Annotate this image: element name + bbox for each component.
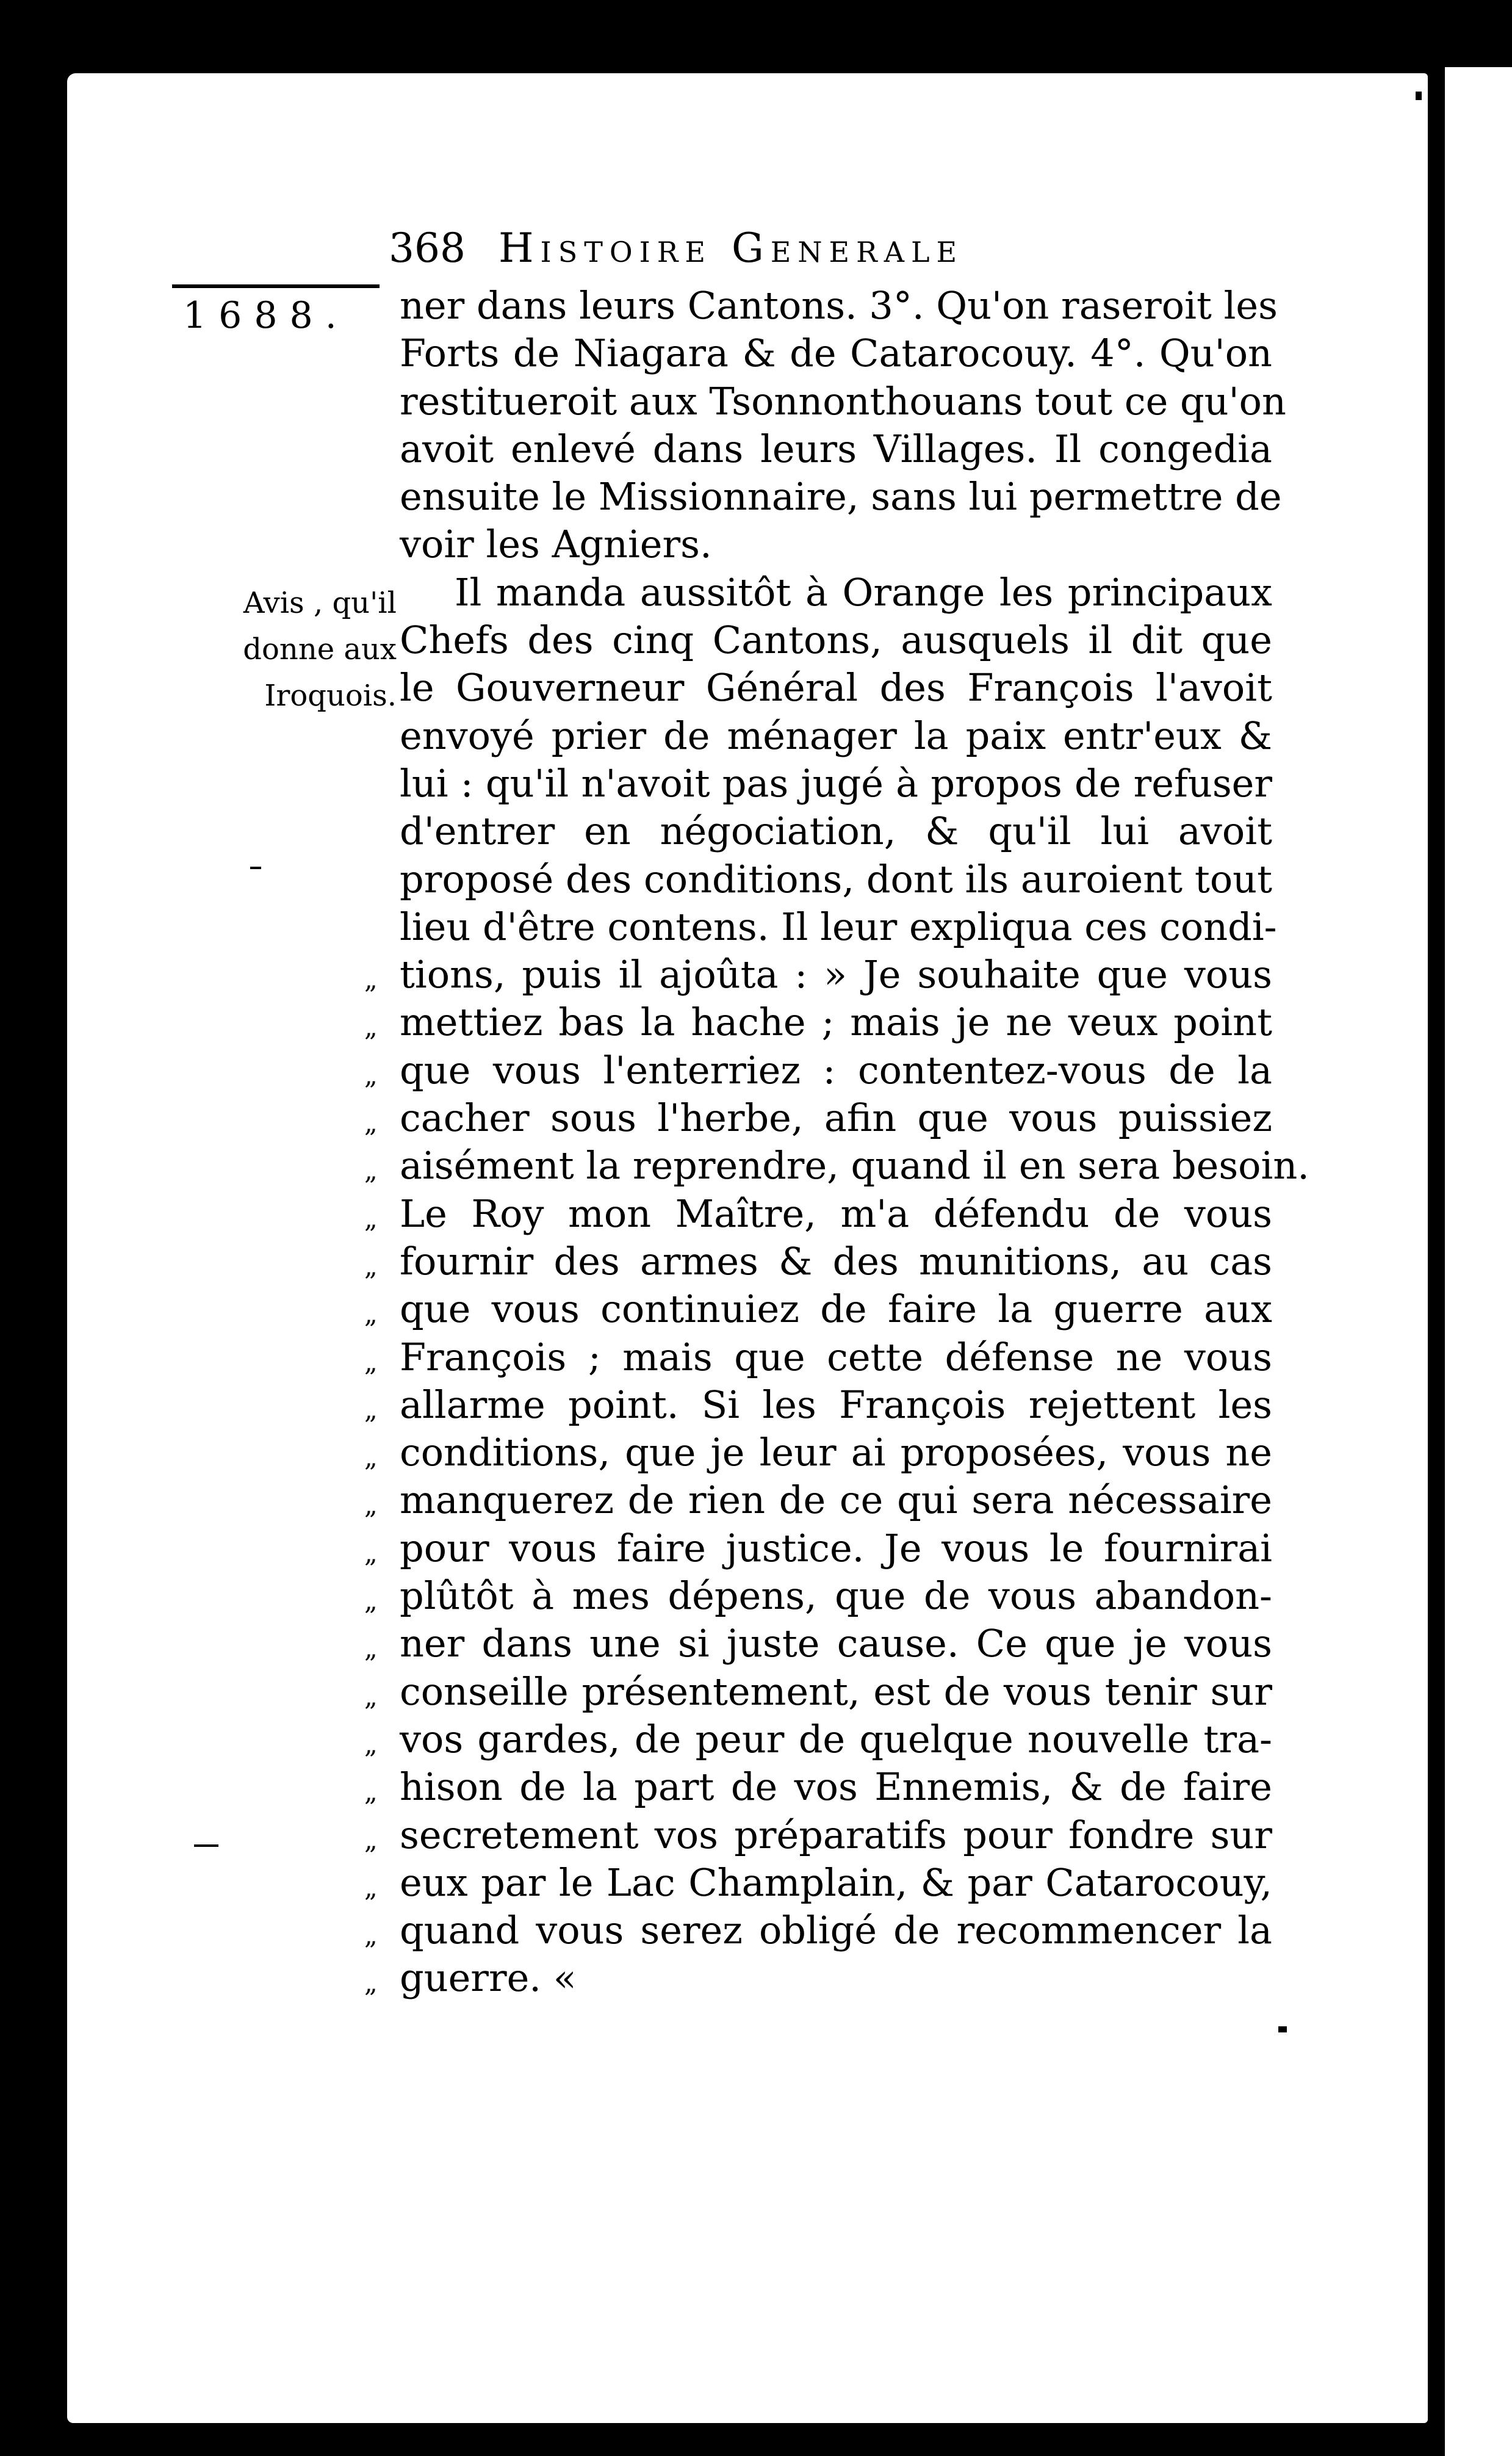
text-line — [364, 1907, 1272, 1954]
text-line — [364, 1190, 1272, 1238]
page-number: 368 — [389, 225, 466, 272]
margin-note-line: donne aux — [243, 632, 397, 666]
line-text: ensuite le Missionnaire, sans lui permettre de — [400, 474, 1282, 519]
text-line — [400, 856, 1272, 903]
line-text: avoit enlevé dans leurs Villages. Il congedia — [400, 426, 1272, 471]
quotation-mark: „ — [364, 1777, 378, 1807]
text-line — [364, 1047, 1272, 1094]
line-text: aisément la reprendre, quand il en sera besoin. — [400, 1143, 1309, 1188]
body-text — [364, 282, 1309, 2003]
text-line — [364, 1811, 1272, 1859]
quotation-mark: „ — [364, 1537, 378, 1568]
line-text: Il manda aussitôt à Orange les principaux — [455, 569, 1272, 615]
text-line — [364, 1094, 1272, 1142]
facing-page-edge — [1445, 67, 1512, 2456]
line-text: cacher sous l'herbe, afin que vous puissiez — [400, 1096, 1272, 1141]
quotation-mark: „ — [364, 1681, 378, 1711]
line-text: vos gardes, de peur de quelque nouvelle tra- — [400, 1716, 1272, 1761]
text-line — [364, 1763, 1272, 1811]
print-speck — [194, 1844, 218, 1847]
text-line — [400, 330, 1272, 377]
quotation-mark: „ — [364, 1108, 378, 1138]
text-line — [400, 378, 1286, 425]
line-text: conseille présentement, est de vous tenir sur — [400, 1669, 1272, 1714]
line-text: lui : qu'il n'avoit pas jugé à propos de refuser — [400, 760, 1272, 806]
text-line — [400, 282, 1278, 330]
line-text: que vous l'enterriez : contentez-vous de la — [400, 1047, 1272, 1093]
text-line — [364, 1668, 1272, 1716]
line-text: allarme point. Si les François rejettent les — [400, 1382, 1272, 1427]
quotation-mark: „ — [364, 1586, 378, 1616]
quotation-mark: „ — [364, 1824, 378, 1855]
text-line — [364, 1620, 1272, 1667]
text-line — [364, 1285, 1272, 1333]
text-line — [364, 1429, 1272, 1476]
line-text: voir les Agniers. — [400, 522, 712, 567]
line-text: le Gouverneur Général des François l'avoit — [400, 665, 1272, 710]
text-line — [364, 1142, 1309, 1190]
quotation-mark: „ — [364, 1872, 378, 1902]
quotation-mark: „ — [364, 1728, 378, 1759]
text-line — [364, 1238, 1272, 1285]
text-line — [400, 903, 1277, 951]
print-speck — [1416, 92, 1422, 100]
line-text: secretement vos préparatifs pour fondre sur — [400, 1812, 1272, 1857]
text-line — [364, 951, 1272, 999]
text-line — [400, 712, 1272, 760]
line-text: lieu d'être contens. Il leur expliqua ces condi- — [400, 904, 1277, 949]
text-line — [400, 807, 1272, 855]
line-text: manquerez de rien de ce qui sera nécessaire — [400, 1478, 1272, 1523]
print-speck — [1278, 2026, 1287, 2032]
quotation-mark: „ — [364, 1442, 378, 1473]
text-line — [364, 1334, 1272, 1381]
quotation-mark: „ — [364, 1251, 378, 1281]
text-line — [400, 473, 1282, 521]
text-line — [364, 1954, 1272, 2002]
line-text: Forts de Niagara & de Catarocouy. 4°. Qu'on — [400, 331, 1272, 376]
text-line — [400, 616, 1272, 664]
line-text: conditions, que je leur ai proposées, vous ne — [400, 1430, 1272, 1475]
quotation-mark: „ — [364, 1203, 378, 1233]
margin-note-line: Avis , qu'il — [243, 586, 397, 620]
header-rule — [172, 284, 380, 288]
text-line — [364, 1476, 1272, 1524]
text-line — [400, 521, 1272, 568]
quotation-mark: „ — [364, 964, 378, 995]
text-line — [364, 1859, 1272, 1907]
text-line — [364, 999, 1272, 1046]
line-text: eux par le Lac Champlain, & par Catarocouy, — [400, 1860, 1272, 1905]
margin-note-line: Iroquois. — [264, 679, 397, 713]
line-text: hison de la part de vos Ennemis, & de faire — [400, 1764, 1272, 1810]
line-text: François ; mais que cette défense ne vous — [400, 1334, 1272, 1379]
quotation-mark: „ — [364, 1346, 378, 1377]
print-speck — [250, 867, 261, 869]
quotation-mark: „ — [364, 1299, 378, 1329]
text-line — [400, 425, 1272, 473]
quotation-mark: „ — [364, 1490, 378, 1520]
quotation-mark: „ — [364, 1155, 378, 1186]
text-line — [400, 760, 1272, 807]
line-text: restitueroit aux Tsonnonthouans tout ce qu'on — [400, 378, 1286, 424]
line-text: pour vous faire justice. Je vous le fournirai — [400, 1525, 1272, 1570]
line-text: ner dans une si juste cause. Ce que je vous — [400, 1621, 1272, 1666]
running-head — [389, 225, 963, 280]
text-line — [400, 569, 1272, 616]
line-text: tions, puis il ajoûta : » Je souhaite que vous — [400, 952, 1272, 997]
line-text: envoyé prier de ménager la paix entr'eux & — [400, 713, 1272, 758]
line-text: Chefs des cinq Cantons, ausquels il dit que — [400, 618, 1272, 663]
line-text: guerre. « — [400, 1956, 577, 2001]
quotation-mark: „ — [364, 1968, 378, 1998]
text-line — [364, 1381, 1272, 1429]
quotation-mark: „ — [364, 1920, 378, 1951]
margin-note — [160, 580, 397, 719]
quotation-mark: „ — [364, 1012, 378, 1042]
quotation-mark: „ — [364, 1394, 378, 1425]
quotation-mark: „ — [364, 1060, 378, 1090]
line-text: proposé des conditions, dont ils auroient tout — [400, 856, 1272, 901]
text-line — [364, 1525, 1272, 1572]
margin-year: 1688. — [183, 294, 349, 337]
line-text: ner dans leurs Cantons. 3°. Qu'on raseroit les — [400, 283, 1278, 328]
text-line — [364, 1716, 1272, 1763]
running-title: Histoire Generale — [498, 225, 964, 272]
line-text: que vous continuiez de faire la guerre aux — [400, 1287, 1272, 1332]
line-text: plûtôt à mes dépens, que de vous abandon- — [400, 1573, 1272, 1619]
line-text: Le Roy mon Maître, m'a défendu de vous — [400, 1191, 1272, 1236]
line-text: quand vous serez obligé de recommencer la — [400, 1908, 1272, 1953]
quotation-mark: „ — [364, 1633, 378, 1664]
line-text: fournir des armes & des munitions, au cas — [400, 1238, 1272, 1284]
line-text: mettiez bas la hache ; mais je ne veux point — [400, 1000, 1272, 1045]
line-text: d'entrer en négociation, & qu'il lui avoit — [400, 809, 1272, 854]
text-line — [364, 1572, 1272, 1620]
text-line — [400, 664, 1272, 712]
